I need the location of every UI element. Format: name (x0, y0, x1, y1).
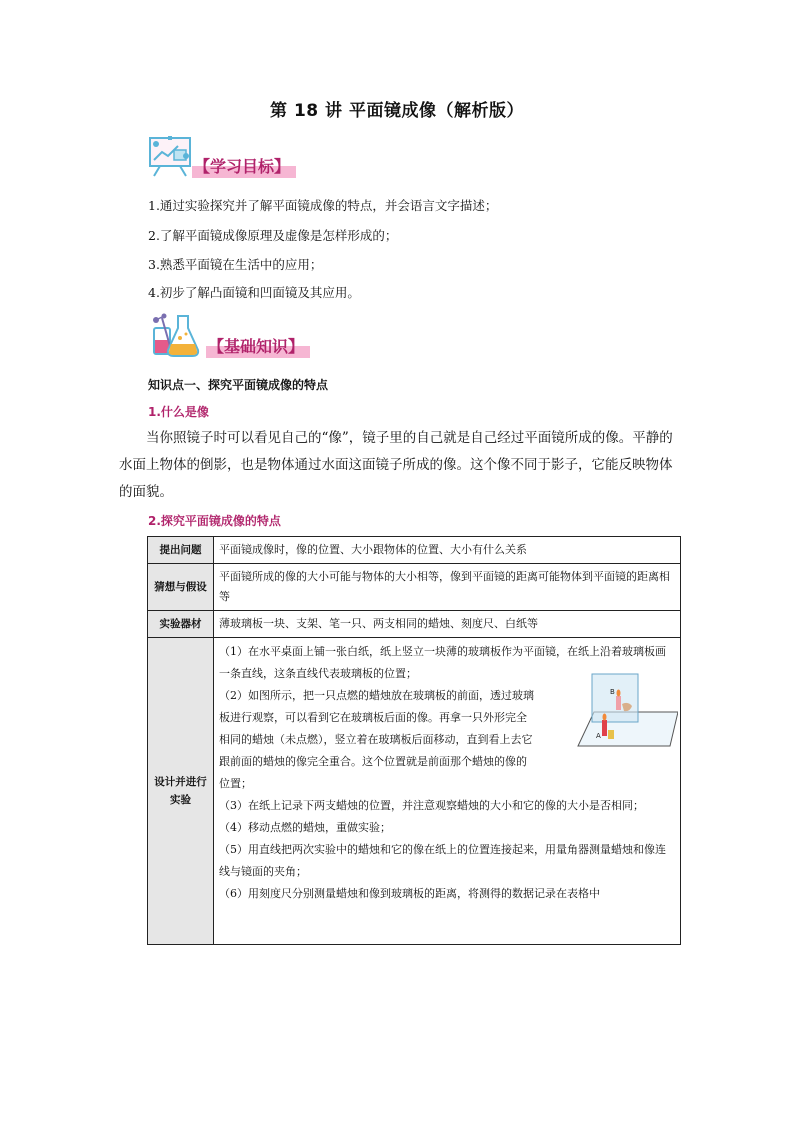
subheading-explore-mirror: 2.探究平面镜成像的特点 (148, 514, 281, 528)
table-row (148, 564, 681, 611)
table-row (148, 611, 681, 638)
step-item: （4）移动点燃的蜡烛，重做实验； (219, 821, 391, 834)
row-label-hypothesis: 猜想与假设 (148, 564, 214, 611)
goal-item: 2.了解平面镜成像原理及虚像是怎样形成的； (148, 228, 398, 243)
goal-item: 1.通过实验探究并了解平面镜成像的特点，并会语言文字描述； (148, 198, 498, 213)
table-row (148, 537, 681, 564)
goals-list (148, 196, 668, 303)
step-item: （6）用刻度尺分别测量蜡烛和像到玻璃板的距离，将测得的数据记录在表格中 (219, 887, 600, 900)
row-content-equipment: 薄玻璃板一块、支架、笔一只、两支相同的蜡烛、刻度尺、白纸等 (214, 611, 681, 638)
goals-heading: 【学习目标】 (192, 156, 296, 178)
row-label-equipment: 实验器材 (148, 611, 214, 638)
subheading-what-is-image: 1.什么是像 (148, 405, 209, 419)
row-content-design (214, 638, 681, 945)
step-item: （5）用直线把两次实验中的蜡烛和它的像在纸上的位置连接起来，用量角器测量蜡烛和像连线与镜面的夹角； (219, 843, 666, 878)
step-item: （1）在水平桌面上铺一张白纸，纸上竖立一块薄的玻璃板作为平面镜，在纸上沿着玻璃板画一条直线，这条直线代表玻璃板的位置； (219, 645, 666, 680)
basics-header (150, 312, 310, 358)
row-label-question: 提出问题 (148, 537, 214, 564)
row-content-hypothesis: 平面镜所成的像的大小可能与物体的大小相等，像到平面镜的距离可能物体到平面镜的距离相等 (214, 564, 681, 611)
page-title: 第 18 讲 平面镜成像（解析版） (270, 101, 524, 121)
step-item: （2）如图所示，把一只点燃的蜡烛放在玻璃板的前面，透过玻璃板进行观察，可以看到它在玻璃板后面的像。再拿一只外形完全相同的蜡烛（未点燃），竖立着在玻璃板后面移动，直到看上去它跟前面的蜡烛的像完全重合。这个位置就是前面那个蜡烛的像的位置； (219, 689, 534, 790)
paragraph-image-definition: 当你照镜子时可以看见自己的“像”，镜子里的自己就是自己经过平面镜所成的像。平静的水面上物体的倒影，也是物体通过水面这面镜子所成的像。这个像不同于影子，它能反映物体的面貌。 (119, 430, 673, 500)
experiment-table (147, 536, 681, 945)
row-label-design: 设计并进行实验 (148, 638, 214, 945)
knowledge-point-1: 知识点一、探究平面镜成像的特点 (148, 378, 329, 392)
goals-header (148, 136, 296, 178)
row-content-question: 平面镜成像时，像的位置、大小跟物体的位置、大小有什么关系 (214, 537, 681, 564)
goal-item: 4.初步了解凸面镜和凹面镜及其应用。 (148, 285, 360, 300)
table-row (148, 638, 681, 945)
basics-heading: 【基础知识】 (206, 336, 310, 358)
step-item: （3）在纸上记录下两支蜡烛的位置，并注意观察蜡烛的大小和它的像的大小是否相同； (219, 799, 644, 812)
lab-flask-icon (150, 312, 200, 358)
candle-mirror-figure (560, 668, 678, 748)
figure-label-a: A (596, 732, 601, 740)
classroom-board-icon (148, 136, 192, 178)
figure-label-b: B (610, 688, 615, 696)
goal-item: 3.熟悉平面镜在生活中的应用； (148, 257, 323, 272)
